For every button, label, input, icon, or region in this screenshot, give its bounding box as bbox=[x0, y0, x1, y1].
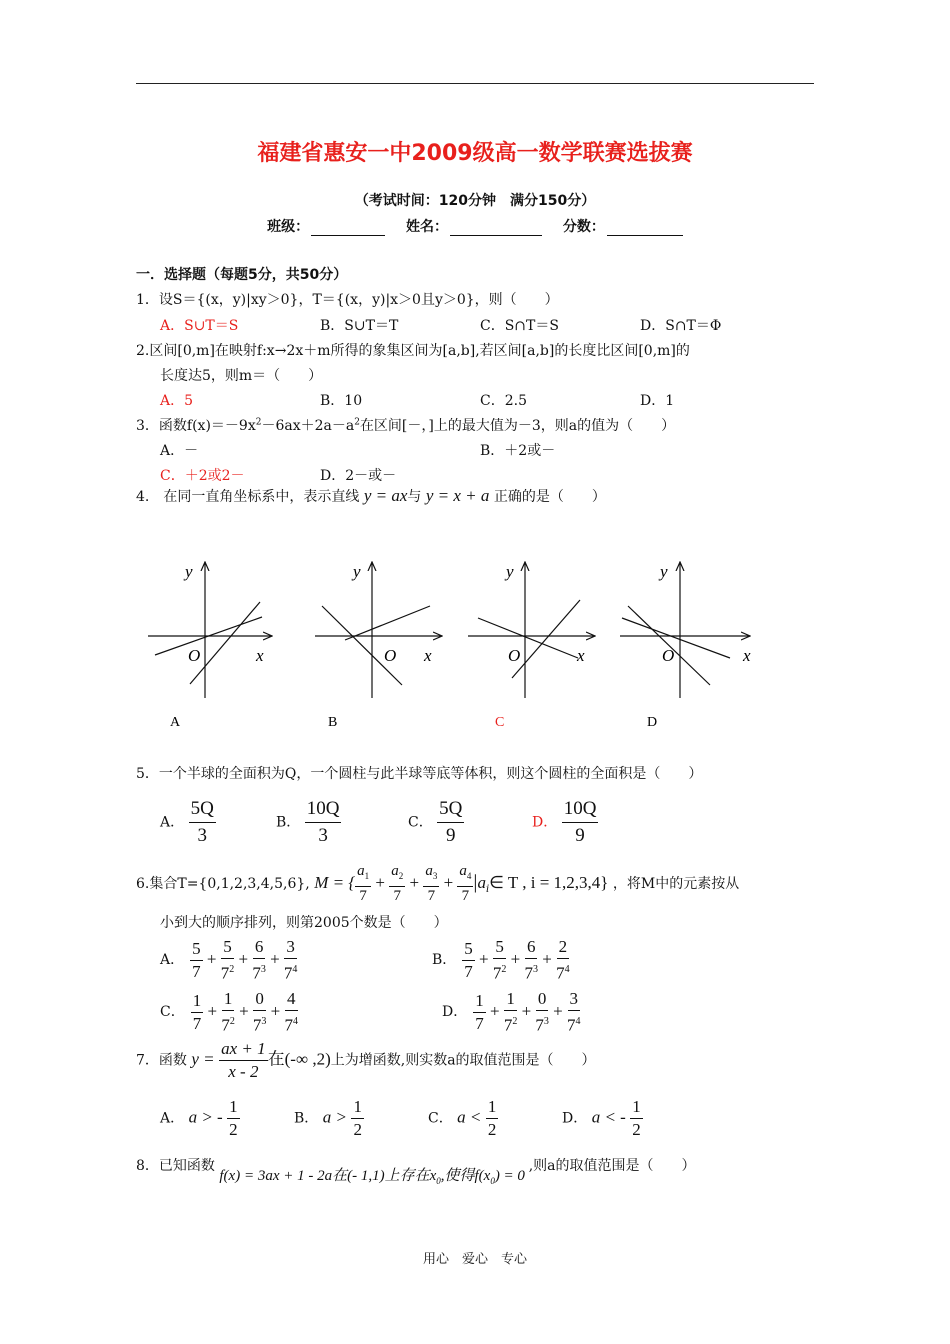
graph-a-y: y bbox=[185, 562, 193, 581]
graph-a-o: O bbox=[188, 646, 201, 665]
q7-b-lhs: a > bbox=[322, 1107, 347, 1127]
q3-exp1: 2 bbox=[255, 417, 262, 428]
q6-den-exp: 3 bbox=[261, 1016, 267, 1027]
q6-term-var: a bbox=[391, 863, 399, 879]
q6-option-num: 1 bbox=[473, 990, 486, 1013]
q6-option-term bbox=[473, 990, 486, 1035]
q5-c-frac bbox=[437, 796, 464, 849]
q6-den-base: 7 bbox=[192, 1013, 202, 1033]
q6-option-label: B． bbox=[432, 952, 457, 969]
q6-option-den bbox=[253, 1011, 267, 1037]
graph-c-label: C bbox=[495, 715, 505, 730]
q5-option-b bbox=[276, 796, 341, 849]
q6-term-sub: 2 bbox=[398, 871, 404, 881]
q6-den-exp: 4 bbox=[564, 964, 570, 975]
q7-option-c bbox=[428, 1096, 498, 1141]
q8-formula2: ,使得f(x bbox=[440, 1168, 491, 1184]
q6-term-den: 7 bbox=[461, 888, 470, 904]
q8-formula: f(x) = 3ax + 1 - 2a在(- 1,1)上存在x bbox=[219, 1168, 437, 1184]
q1-option-c: C．S∩T＝S bbox=[480, 318, 559, 334]
plus-sign: + bbox=[485, 1001, 504, 1021]
q7-c-frac bbox=[486, 1096, 499, 1141]
q6-option-den bbox=[556, 959, 570, 985]
q7-option-d bbox=[562, 1096, 643, 1141]
q6-option-term bbox=[253, 988, 267, 1037]
q6-option-b bbox=[432, 936, 570, 985]
q6-term-den: 7 bbox=[393, 888, 401, 904]
graph-c-o: O bbox=[508, 646, 521, 665]
q6-stem-line2: 小到大的顺序排列，则第2005个数是（ ） bbox=[160, 915, 448, 931]
class-blank[interactable] bbox=[311, 221, 385, 236]
q5-d-frac bbox=[562, 796, 599, 849]
q6-option-term bbox=[284, 936, 298, 985]
q6-option-num: 5 bbox=[462, 938, 475, 961]
q2-option-c: C．2.5 bbox=[480, 393, 527, 409]
plus-sign: + bbox=[371, 873, 390, 892]
q6-option-d bbox=[442, 988, 581, 1037]
q6-set-term bbox=[389, 862, 405, 906]
graph-b-o: O bbox=[384, 646, 397, 665]
name-blank[interactable] bbox=[450, 221, 542, 236]
q6-option-num: 3 bbox=[284, 936, 297, 959]
q7-a-lhs: a > - bbox=[188, 1107, 223, 1127]
q5-c-den: 9 bbox=[446, 825, 456, 846]
q6-option-den bbox=[504, 1011, 518, 1037]
q2-stem-line2: 长度达5，则m＝（ ） bbox=[160, 368, 323, 384]
q6-den-exp: 4 bbox=[292, 964, 298, 975]
plus-sign: + bbox=[537, 949, 557, 969]
plus-sign: + bbox=[266, 1001, 285, 1021]
q6-set-term bbox=[355, 862, 371, 906]
q6-option-den bbox=[475, 1013, 484, 1035]
q5-b-den: 3 bbox=[318, 825, 328, 846]
plus-sign: + bbox=[234, 1001, 253, 1021]
q7-d-num: 1 bbox=[630, 1096, 643, 1119]
graph-c-y: y bbox=[506, 562, 514, 581]
q7-d-den: 2 bbox=[632, 1120, 641, 1139]
q7-option-a bbox=[160, 1096, 240, 1141]
q6-option-term bbox=[462, 938, 475, 983]
q8-sub0b: 0 bbox=[490, 1176, 495, 1186]
q5-a-den: 3 bbox=[197, 825, 207, 846]
graph-d-x: x bbox=[743, 646, 751, 665]
q7-c-label: C． bbox=[428, 1110, 453, 1127]
q6-option-den bbox=[284, 959, 298, 985]
q6-option-term bbox=[504, 988, 518, 1037]
graph-a bbox=[148, 562, 272, 730]
graph-b-label: B bbox=[328, 715, 338, 730]
q8-stem bbox=[136, 1154, 696, 1186]
q7-y: y = bbox=[191, 1049, 215, 1069]
score-label: 分数： bbox=[562, 219, 605, 235]
q7-option-b bbox=[294, 1096, 364, 1141]
q5-c-num: 5Q bbox=[437, 796, 464, 823]
q6-den-exp: 4 bbox=[575, 1016, 581, 1027]
q6-option-num: 5 bbox=[221, 936, 234, 959]
q6-option-label: C． bbox=[160, 1004, 185, 1021]
q6-option-term bbox=[252, 936, 266, 985]
q6-option-num: 4 bbox=[285, 988, 298, 1011]
q4-stem-pre: 4. 在同一直角坐标系中，表示直线 bbox=[136, 489, 360, 505]
student-info-row bbox=[0, 216, 950, 236]
q6-option-den bbox=[493, 959, 507, 985]
q6-set-terms bbox=[355, 863, 473, 904]
q6-option-term bbox=[190, 938, 203, 983]
q8-sub0: 0 bbox=[436, 1176, 441, 1186]
q5-option-d bbox=[532, 796, 598, 849]
q6-stem-post: ，将M中的元素按从 bbox=[612, 876, 740, 892]
q6-option-term bbox=[556, 936, 570, 985]
q6-term-var: a bbox=[357, 863, 365, 879]
q3-option-c: C．＋2或2－ bbox=[160, 468, 245, 484]
q6-den-base: 7 bbox=[252, 1015, 262, 1035]
top-rule bbox=[136, 83, 814, 84]
graph-d-label: D bbox=[647, 715, 658, 730]
q5-b-label: B． bbox=[276, 814, 301, 831]
plus-sign: + bbox=[265, 949, 284, 969]
q6-term-den: 7 bbox=[359, 888, 367, 904]
q6-term-top bbox=[423, 862, 439, 887]
q2-option-b: B．10 bbox=[320, 393, 363, 409]
q6-option-den bbox=[524, 959, 538, 985]
q6-den-base: 7 bbox=[567, 1015, 576, 1035]
q8-pre: 8．已知函数 bbox=[136, 1158, 215, 1174]
graph-b bbox=[315, 562, 442, 730]
q6-den-exp: 4 bbox=[293, 1016, 298, 1027]
q7-a-den: 2 bbox=[229, 1120, 238, 1139]
plus-sign: + bbox=[506, 949, 525, 969]
q6-stem: 6.集合T={0,1,2,3,4,5,6}, M = { $\frac{a_1}{7}$ + $\frac{a_2}{7}$ + $\frac{a_3}{7}$ + $\frac{a_4}{7}$ $|a_i\in$ T , i = 1,2,3,4} ，将M中的元素按从 bbox=[136, 863, 740, 904]
q4-stem bbox=[136, 486, 606, 506]
q4-eq1: y = ax bbox=[363, 486, 408, 505]
q6-option-term bbox=[567, 988, 581, 1037]
q6-option-term bbox=[535, 988, 549, 1037]
q6-option-den bbox=[567, 1011, 581, 1037]
q6-term-sub: 4 bbox=[466, 871, 472, 881]
plus-sign: + bbox=[439, 873, 458, 892]
q6-option-a bbox=[160, 936, 297, 985]
q7-b-frac bbox=[351, 1096, 364, 1141]
q6-term-sub: 1 bbox=[364, 871, 370, 881]
q5-d-label: D． bbox=[532, 814, 558, 831]
graph-b-x: x bbox=[424, 646, 432, 665]
q8-formula3: ) = 0 bbox=[494, 1168, 525, 1184]
exam-subtitle: （考试时间：120分钟 满分150分） bbox=[354, 193, 596, 209]
q6-option-den bbox=[221, 959, 235, 985]
q5-a-frac bbox=[189, 796, 216, 849]
q6-term-top bbox=[457, 862, 473, 887]
plus-sign: + bbox=[202, 949, 221, 969]
q6-option-term bbox=[524, 936, 538, 985]
q6-option-num: 1 bbox=[222, 988, 235, 1011]
q6-set-lhs: M = { bbox=[314, 873, 356, 892]
q7-pre: 7．函数 bbox=[136, 1052, 187, 1069]
q5-a-num: 5Q bbox=[189, 796, 216, 823]
q3-option-b: B．＋2或－ bbox=[480, 443, 556, 459]
q7-den: x - 2 bbox=[228, 1062, 259, 1081]
q6-option-term bbox=[191, 990, 204, 1035]
q4-eq2: y = x + a bbox=[425, 486, 490, 505]
q6-cond: a bbox=[477, 873, 486, 892]
plus-sign: + bbox=[234, 949, 253, 969]
graph-d bbox=[620, 562, 751, 730]
plus-sign: + bbox=[405, 873, 424, 892]
q2-option-a: A．5 bbox=[160, 393, 194, 409]
q6-den-base: 7 bbox=[283, 963, 293, 983]
q6-option-den bbox=[535, 1011, 549, 1037]
q6-option-term bbox=[285, 988, 299, 1037]
graph-b-y: y bbox=[353, 562, 361, 581]
q6-term-top bbox=[355, 862, 371, 887]
q6-option-term bbox=[493, 936, 507, 985]
q5-option-c bbox=[408, 796, 464, 849]
q6-option-term bbox=[221, 936, 235, 985]
graph-c bbox=[468, 562, 595, 730]
q6-option-num: 6 bbox=[525, 936, 538, 959]
graph-d-o: O bbox=[662, 646, 675, 665]
q2-stem-line1: 2.区间[0,m]在映射f:x→2x＋m所得的象集区间为[a,b],若区间[a,b]的长度比区间[0,m]的 bbox=[136, 343, 690, 359]
section-heading: 一．选择题（每题5分，共50分） bbox=[136, 267, 348, 283]
q3-stem-post: 在区间[－，]上的最大值为－3，则a的值为（ ） bbox=[359, 418, 676, 434]
q6-den-exp: 3 bbox=[532, 964, 538, 975]
q6-term-var: a bbox=[459, 863, 467, 879]
q3-option-a: A．－ bbox=[160, 443, 199, 459]
q6-option-label: D． bbox=[442, 1004, 468, 1021]
q6-option-den bbox=[192, 961, 201, 983]
q7-a-label: A． bbox=[160, 1110, 185, 1127]
q7-a-frac bbox=[227, 1096, 240, 1141]
q6-den-exp: 2 bbox=[501, 964, 507, 975]
score-blank[interactable] bbox=[607, 221, 683, 236]
q6-den-base: 7 bbox=[492, 963, 502, 983]
q6-set-term bbox=[423, 862, 439, 906]
page-title: 福建省惠安一中2009级高一数学联赛选拔赛 bbox=[257, 141, 693, 166]
q4-mid: 与 bbox=[407, 489, 422, 505]
q6-option-num: 2 bbox=[557, 936, 570, 959]
plus-sign: + bbox=[203, 1001, 222, 1021]
q6-option-num: 3 bbox=[568, 988, 581, 1011]
q7-d-lhs: a < - bbox=[591, 1107, 626, 1127]
q6-option-num: 5 bbox=[493, 936, 506, 959]
q6-term-var: a bbox=[425, 863, 433, 879]
q6-option-c bbox=[160, 988, 298, 1037]
q6-option-label: A． bbox=[160, 952, 185, 969]
q3-stem-mid: －6ax＋2a－a bbox=[261, 418, 355, 434]
q6-den-base: 7 bbox=[503, 1015, 513, 1035]
q1-option-a: A．S∪T＝S bbox=[160, 318, 239, 334]
plus-sign: + bbox=[474, 949, 493, 969]
q6-den-base: 7 bbox=[464, 961, 473, 981]
q5-b-num: 10Q bbox=[305, 796, 342, 823]
graph-d-y: y bbox=[660, 562, 668, 581]
q6-den-base: 7 bbox=[535, 1015, 544, 1035]
q6-stem-pre: 6.集合T={0,1,2,3,4,5,6}, bbox=[136, 876, 310, 892]
q6-den-exp: 2 bbox=[512, 1016, 518, 1027]
q2-option-d: D．1 bbox=[640, 393, 675, 409]
q6-den-base: 7 bbox=[252, 963, 261, 983]
q6-term-sub: 3 bbox=[432, 871, 438, 881]
q6-set-term bbox=[457, 862, 473, 906]
q4-stem-post: 正确的是（ ） bbox=[493, 489, 606, 505]
q5-d-num: 10Q bbox=[562, 796, 599, 823]
q6-den-base: 7 bbox=[192, 961, 201, 981]
q6-option-num: 6 bbox=[253, 936, 266, 959]
q8-post: ,则a的取值范围是（ ） bbox=[528, 1158, 696, 1174]
q5-b-frac bbox=[305, 796, 342, 849]
q6-den-exp: 2 bbox=[229, 1016, 235, 1027]
q5-a-label: A． bbox=[160, 814, 185, 831]
q6-den-base: 7 bbox=[284, 1015, 293, 1035]
q7-frac bbox=[219, 1038, 268, 1083]
q6-term-den: 7 bbox=[427, 888, 436, 904]
q6-den-base: 7 bbox=[556, 963, 565, 983]
q6-option-num: 1 bbox=[504, 988, 517, 1011]
q6-den-exp: 3 bbox=[260, 964, 266, 975]
q6-cond-mid: ∈ T , i = 1,2,3,4} bbox=[489, 873, 609, 892]
q3-stem-pre: 3．函数f(x)＝－9x bbox=[136, 418, 256, 434]
q6-den-base: 7 bbox=[220, 963, 230, 983]
q1-option-b: B．S∪T＝T bbox=[320, 318, 399, 334]
q5-option-a bbox=[160, 796, 216, 849]
q4-graphs bbox=[0, 540, 950, 740]
plus-sign: + bbox=[548, 1001, 568, 1021]
q5-stem: 5．一个半球的全面积为Q，一个圆柱与此半球等底等体积，则这个圆柱的全面积是（ ） bbox=[136, 766, 703, 782]
plus-sign: + bbox=[517, 1001, 536, 1021]
q1-option-d: D．S∩T＝Φ bbox=[640, 318, 722, 334]
q5-d-den: 9 bbox=[575, 825, 585, 846]
q1-stem: 1．设S＝{(x，y)|xy＞0}，T＝{(x，y)|x＞0且y＞0}，则（ ） bbox=[136, 292, 559, 308]
q7-c-den: 2 bbox=[487, 1120, 497, 1139]
q3-stem bbox=[136, 415, 675, 435]
q7-c-num: 1 bbox=[486, 1096, 499, 1119]
q5-c-label: C． bbox=[408, 814, 433, 831]
q7-a-num: 1 bbox=[227, 1096, 240, 1119]
q6-option-den bbox=[464, 961, 473, 983]
q6-option-den bbox=[285, 1011, 299, 1037]
q6-option-num: 0 bbox=[253, 988, 266, 1011]
q6-option-num: 5 bbox=[190, 938, 203, 961]
q6-option-den bbox=[193, 1013, 202, 1035]
q3-option-d: D．2－或－ bbox=[320, 468, 397, 484]
q6-den-base: 7 bbox=[475, 1013, 484, 1033]
q7-b-label: B． bbox=[294, 1110, 319, 1127]
q6-den-base: 7 bbox=[524, 963, 533, 983]
q7-c-lhs: a < bbox=[457, 1107, 482, 1127]
graph-a-label: A bbox=[170, 715, 181, 730]
class-label: 班级： bbox=[267, 219, 310, 235]
q6-option-num: 1 bbox=[191, 990, 204, 1013]
q6-den-base: 7 bbox=[221, 1015, 230, 1035]
q7-num: ax + 1 bbox=[219, 1038, 268, 1061]
name-label: 姓名： bbox=[406, 219, 448, 235]
q7-b-den: 2 bbox=[353, 1120, 362, 1139]
q6-term-top bbox=[389, 862, 405, 887]
q6-den-exp: 2 bbox=[229, 964, 235, 975]
q6-option-term bbox=[221, 988, 235, 1037]
q7-interval: 在(-∞ ,2) bbox=[267, 1049, 331, 1069]
q6-den-exp: 3 bbox=[543, 1016, 549, 1027]
q7-d-frac bbox=[630, 1096, 643, 1141]
q7-d-label: D． bbox=[562, 1110, 588, 1127]
q6-option-den bbox=[252, 959, 266, 985]
q6-option-num: 0 bbox=[536, 988, 549, 1011]
page-footer: 用心 爱心 专心 bbox=[422, 1252, 527, 1267]
q7-stem bbox=[136, 1038, 596, 1083]
graph-a-x: x bbox=[256, 646, 264, 665]
q6-option-den bbox=[221, 1011, 235, 1037]
q7-b-num: 1 bbox=[351, 1096, 364, 1119]
graph-c-x: x bbox=[577, 646, 585, 665]
q3-exp2: 2 bbox=[354, 417, 360, 428]
q7-post: 上为增函数,则实数a的取值范围是（ ） bbox=[330, 1052, 596, 1069]
